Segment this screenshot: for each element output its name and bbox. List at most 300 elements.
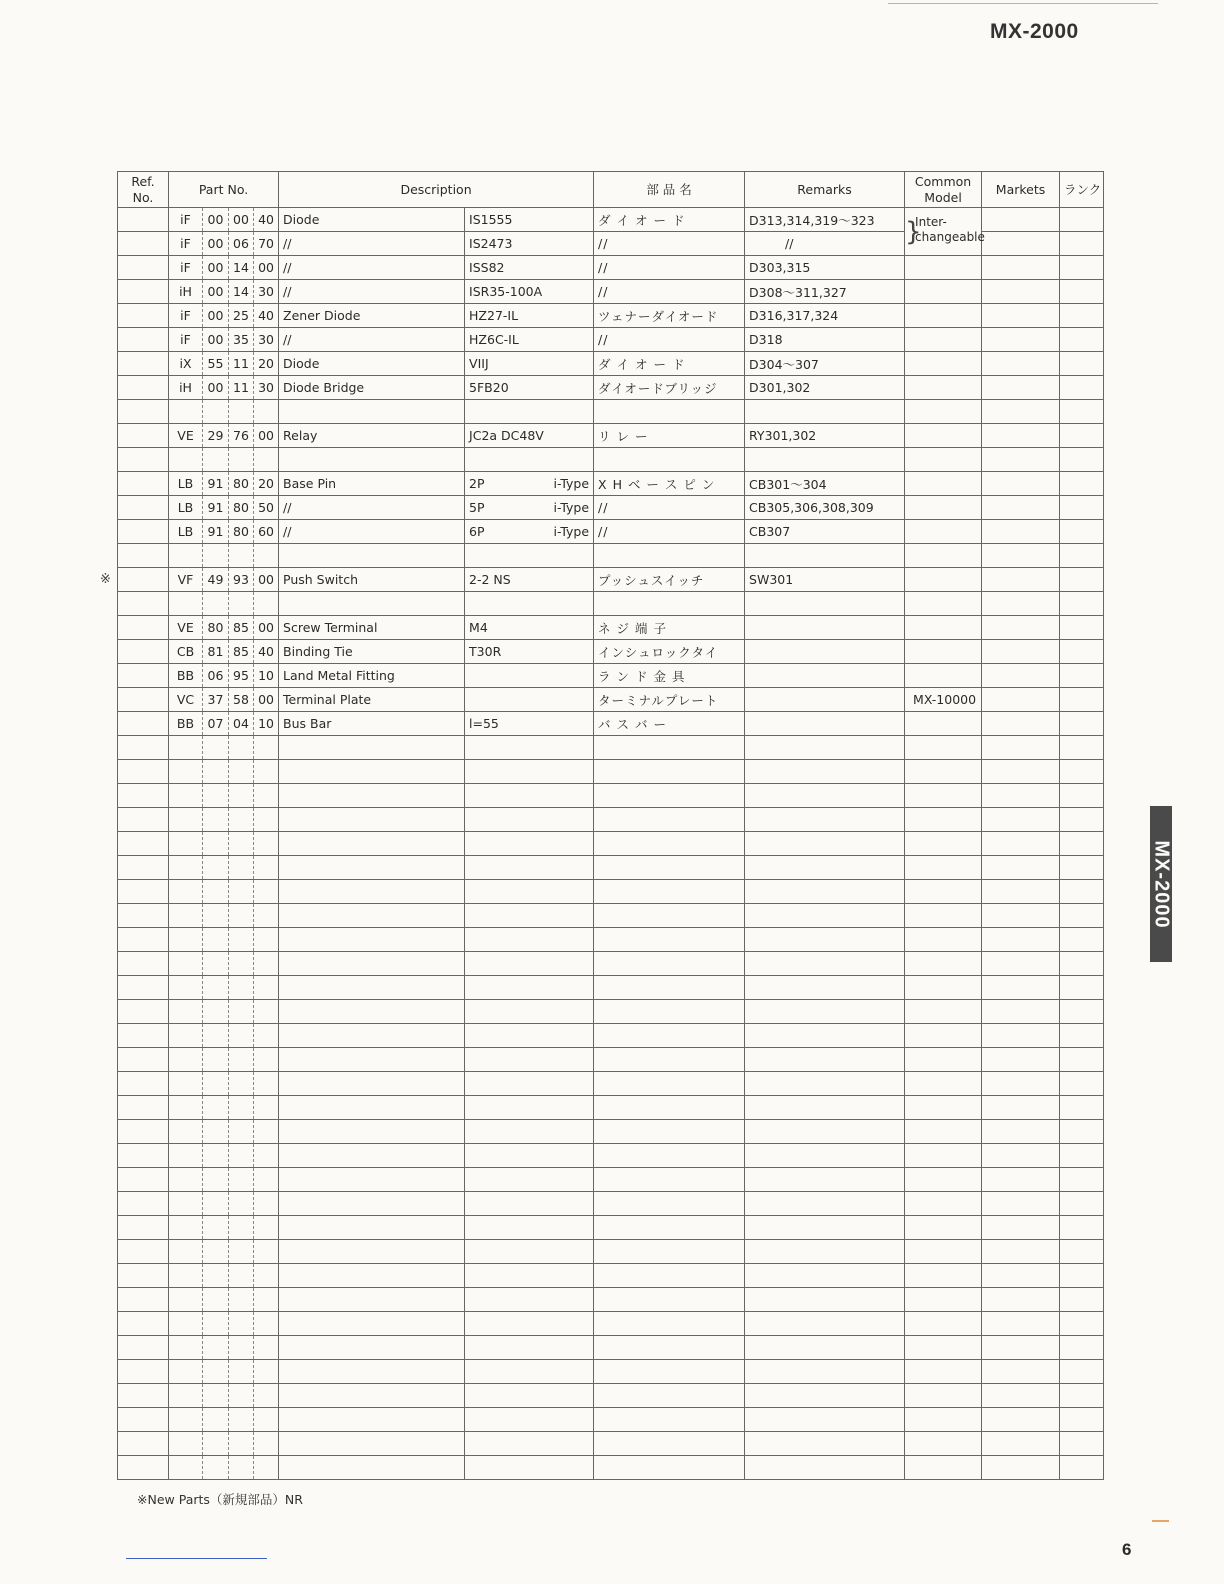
common-model-cell <box>905 1288 982 1312</box>
rank-cell <box>1060 352 1104 376</box>
part-no-prefix <box>169 1432 203 1456</box>
jp-name-text: ダ イ オ ー ド <box>598 356 686 372</box>
table-row <box>118 1408 1104 1432</box>
spec-cell <box>465 592 594 616</box>
markets-cell <box>982 1288 1060 1312</box>
part-no-segment-2 <box>229 976 254 1000</box>
part-no-segment-1 <box>203 856 229 880</box>
ref-no-cell <box>118 592 169 616</box>
jp-name-text: ラ ン ド 金 具 <box>598 668 686 684</box>
common-model-cell <box>905 760 982 784</box>
parts-table-body <box>118 208 1104 1480</box>
spec-cell <box>465 640 594 664</box>
table-row <box>118 1288 1104 1312</box>
part-no-segment-2 <box>229 1000 254 1024</box>
col-ref-no: Ref. No. <box>118 172 169 208</box>
rank-cell <box>1060 928 1104 952</box>
description-cell <box>279 1432 465 1456</box>
part-no-segment-1: 07 <box>203 712 229 736</box>
part-no-prefix <box>169 1144 203 1168</box>
part-no-prefix: iF <box>169 304 203 328</box>
ref-no-cell <box>118 928 169 952</box>
description-cell: Terminal Plate <box>279 688 465 712</box>
spec-cell <box>465 1120 594 1144</box>
part-no-prefix <box>169 448 203 472</box>
common-model-cell <box>905 928 982 952</box>
table-row <box>118 1384 1104 1408</box>
part-no-segment-2 <box>229 1264 254 1288</box>
ref-no-cell <box>118 760 169 784</box>
table-row <box>118 1168 1104 1192</box>
table-row <box>118 208 1104 232</box>
ref-no-cell <box>118 688 169 712</box>
part-no-prefix <box>169 880 203 904</box>
part-no-prefix <box>169 1168 203 1192</box>
part-no-segment-1: 00 <box>203 280 229 304</box>
part-no-segment-2 <box>229 1120 254 1144</box>
table-row <box>118 904 1104 928</box>
markets-cell <box>982 856 1060 880</box>
part-no-segment-3 <box>254 808 279 832</box>
part-no-segment-2 <box>229 928 254 952</box>
spec-cell <box>465 304 594 328</box>
common-model-cell <box>905 1168 982 1192</box>
jp-name-cell <box>594 496 745 520</box>
description-cell <box>279 832 465 856</box>
jp-name-cell <box>594 520 745 544</box>
jp-name-cell <box>594 376 745 400</box>
spec-cell <box>465 1168 594 1192</box>
table-row <box>118 376 1104 400</box>
markets-cell <box>982 232 1060 256</box>
table-row <box>118 568 1104 592</box>
type-text: i-Type <box>553 524 590 539</box>
markets-cell <box>982 1072 1060 1096</box>
part-no-segment-3 <box>254 1072 279 1096</box>
remarks-cell <box>745 832 905 856</box>
spec-cell <box>465 736 594 760</box>
table-header-row <box>118 172 1104 208</box>
remarks-cell <box>745 928 905 952</box>
jp-name-cell <box>594 856 745 880</box>
common-model-cell <box>905 424 982 448</box>
spec-text: HZ27-IL <box>469 308 519 323</box>
spec-text: 5FB20 <box>469 380 509 395</box>
part-no-segment-1 <box>203 760 229 784</box>
markets-cell <box>982 280 1060 304</box>
jp-name-cell <box>594 664 745 688</box>
rank-cell <box>1060 1216 1104 1240</box>
spec-cell <box>465 1432 594 1456</box>
part-no-prefix: LB <box>169 520 203 544</box>
jp-name-cell <box>594 1096 745 1120</box>
part-no-segment-2: 06 <box>229 232 254 256</box>
part-no-segment-2: 85 <box>229 640 254 664</box>
spec-cell <box>465 496 594 520</box>
part-no-segment-2: 80 <box>229 472 254 496</box>
spec-cell <box>465 1264 594 1288</box>
part-no-segment-1: 55 <box>203 352 229 376</box>
markets-cell <box>982 448 1060 472</box>
table-row <box>118 664 1104 688</box>
spec-cell <box>465 1456 594 1480</box>
part-no-prefix <box>169 808 203 832</box>
jp-name-text: // <box>598 500 609 515</box>
ref-no-cell <box>118 448 169 472</box>
part-no-segment-2: 80 <box>229 520 254 544</box>
jp-name-cell <box>594 952 745 976</box>
markets-cell <box>982 496 1060 520</box>
common-model-cell <box>905 832 982 856</box>
remarks-cell <box>745 976 905 1000</box>
common-model-cell <box>905 568 982 592</box>
ref-no-cell <box>118 1024 169 1048</box>
rank-cell <box>1060 712 1104 736</box>
jp-name-cell <box>594 1264 745 1288</box>
remarks-cell <box>745 736 905 760</box>
part-no-prefix: LB <box>169 496 203 520</box>
jp-name-cell <box>594 1432 745 1456</box>
table-row <box>118 328 1104 352</box>
spec-cell <box>465 232 594 256</box>
part-no-segment-3: 10 <box>254 664 279 688</box>
ref-no-cell <box>118 256 169 280</box>
spec-cell <box>465 256 594 280</box>
jp-name-cell <box>594 256 745 280</box>
part-no-segment-2 <box>229 1408 254 1432</box>
remarks-cell <box>745 1288 905 1312</box>
ref-no-cell <box>118 664 169 688</box>
jp-name-text: // <box>598 284 609 299</box>
remarks-cell: CB307 <box>745 520 905 544</box>
part-no-segment-1 <box>203 1312 229 1336</box>
table-row <box>118 856 1104 880</box>
rank-cell <box>1060 880 1104 904</box>
side-mark <box>1152 1520 1169 1522</box>
ref-no-cell <box>118 880 169 904</box>
description-cell: Zener Diode <box>279 304 465 328</box>
common-model-cell <box>905 1072 982 1096</box>
common-model-cell <box>905 664 982 688</box>
common-model-cell <box>905 904 982 928</box>
common-model-cell <box>905 1408 982 1432</box>
spec-text: ISR35-100A <box>469 284 543 299</box>
jp-name-cell <box>594 280 745 304</box>
table-row <box>118 448 1104 472</box>
table-row <box>118 1096 1104 1120</box>
part-no-prefix: iX <box>169 352 203 376</box>
common-model-cell <box>905 304 982 328</box>
part-no-prefix: iF <box>169 232 203 256</box>
part-no-segment-2 <box>229 1216 254 1240</box>
markets-cell <box>982 1264 1060 1288</box>
description-cell <box>279 736 465 760</box>
spec-cell <box>465 1288 594 1312</box>
remarks-cell <box>745 1384 905 1408</box>
markets-cell <box>982 328 1060 352</box>
markets-cell <box>982 1192 1060 1216</box>
part-no-segment-1 <box>203 1144 229 1168</box>
rank-cell <box>1060 952 1104 976</box>
spec-cell <box>465 1240 594 1264</box>
jp-name-text: ダイオードブリッジ <box>598 380 718 396</box>
jp-name-cell <box>594 400 745 424</box>
jp-name-text: ダ イ オ ー ド <box>598 212 686 228</box>
remarks-cell <box>745 1024 905 1048</box>
rank-cell <box>1060 592 1104 616</box>
description-cell <box>279 904 465 928</box>
remarks-cell <box>745 952 905 976</box>
part-no-segment-2: 14 <box>229 256 254 280</box>
part-no-segment-2 <box>229 784 254 808</box>
part-no-segment-1 <box>203 448 229 472</box>
common-model-cell <box>905 1120 982 1144</box>
part-no-segment-1: 37 <box>203 688 229 712</box>
part-no-prefix <box>169 1264 203 1288</box>
rank-cell <box>1060 1000 1104 1024</box>
part-no-prefix <box>169 1408 203 1432</box>
remarks-cell <box>745 640 905 664</box>
table-row <box>118 256 1104 280</box>
spec-cell <box>465 400 594 424</box>
part-no-segment-2 <box>229 1288 254 1312</box>
jp-name-cell <box>594 784 745 808</box>
remarks-cell <box>745 760 905 784</box>
rank-cell <box>1060 1168 1104 1192</box>
markets-cell <box>982 1360 1060 1384</box>
part-no-prefix: iF <box>169 256 203 280</box>
ref-no-cell <box>118 304 169 328</box>
remarks-cell: D301,302 <box>745 376 905 400</box>
jp-name-cell <box>594 1216 745 1240</box>
part-no-segment-2: 76 <box>229 424 254 448</box>
ref-no-cell <box>118 1000 169 1024</box>
description-cell <box>279 1048 465 1072</box>
part-no-segment-2: 85 <box>229 616 254 640</box>
jp-name-cell <box>594 1168 745 1192</box>
description-cell: Screw Terminal <box>279 616 465 640</box>
part-no-segment-2 <box>229 904 254 928</box>
spec-cell <box>465 352 594 376</box>
spec-text: T30R <box>469 644 502 659</box>
part-no-prefix: iH <box>169 280 203 304</box>
part-no-segment-1 <box>203 1216 229 1240</box>
description-cell: Diode <box>279 208 465 232</box>
description-cell <box>279 1072 465 1096</box>
part-no-prefix <box>169 904 203 928</box>
rank-cell <box>1060 208 1104 232</box>
rank-cell <box>1060 448 1104 472</box>
markets-cell <box>982 520 1060 544</box>
col-part-no: Part No. <box>169 172 279 208</box>
rank-cell <box>1060 1240 1104 1264</box>
common-model-cell <box>905 1192 982 1216</box>
markets-cell <box>982 1024 1060 1048</box>
ref-no-cell <box>118 208 169 232</box>
common-model-cell <box>905 376 982 400</box>
part-no-segment-1 <box>203 1288 229 1312</box>
remarks-cell <box>745 544 905 568</box>
markets-cell <box>982 1048 1060 1072</box>
part-no-segment-1: 00 <box>203 208 229 232</box>
description-cell <box>279 1408 465 1432</box>
markets-cell <box>982 1144 1060 1168</box>
part-no-segment-3 <box>254 760 279 784</box>
part-no-segment-3 <box>254 1432 279 1456</box>
rank-cell <box>1060 1048 1104 1072</box>
part-no-segment-3: 30 <box>254 280 279 304</box>
jp-name-cell <box>594 592 745 616</box>
jp-name-cell <box>594 1360 745 1384</box>
part-no-prefix <box>169 1384 203 1408</box>
ref-no-cell <box>118 568 169 592</box>
table-row <box>118 1456 1104 1480</box>
part-no-segment-3: 30 <box>254 376 279 400</box>
common-model-cell <box>905 1312 982 1336</box>
part-no-prefix: CB <box>169 640 203 664</box>
ref-no-cell <box>118 1144 169 1168</box>
part-no-prefix <box>169 1000 203 1024</box>
part-no-segment-2 <box>229 736 254 760</box>
part-no-prefix <box>169 1072 203 1096</box>
part-no-segment-1 <box>203 1360 229 1384</box>
common-model-cell <box>905 352 982 376</box>
part-no-segment-2 <box>229 1072 254 1096</box>
markets-cell <box>982 952 1060 976</box>
rank-cell <box>1060 856 1104 880</box>
rank-cell <box>1060 280 1104 304</box>
col-description: Description <box>279 172 594 208</box>
jp-name-text: ターミナルプレート <box>598 692 719 708</box>
jp-name-text: // <box>598 260 609 275</box>
jp-name-text: X H ベ ー ス ピ ン <box>598 476 716 492</box>
description-cell <box>279 1168 465 1192</box>
table-row <box>118 544 1104 568</box>
ref-no-cell <box>118 640 169 664</box>
spec-cell <box>465 688 594 712</box>
part-no-segment-3 <box>254 928 279 952</box>
part-no-segment-1 <box>203 1024 229 1048</box>
table-row <box>118 712 1104 736</box>
part-no-segment-3: 20 <box>254 352 279 376</box>
ref-no-cell <box>118 1384 169 1408</box>
part-no-segment-3: 60 <box>254 520 279 544</box>
part-no-segment-3 <box>254 1120 279 1144</box>
table-row <box>118 1144 1104 1168</box>
remarks-cell <box>745 592 905 616</box>
jp-name-cell <box>594 880 745 904</box>
table-row <box>118 928 1104 952</box>
spec-text: VIIJ <box>469 356 489 371</box>
part-no-segment-1: 00 <box>203 328 229 352</box>
ref-no-cell <box>118 784 169 808</box>
table-row <box>118 880 1104 904</box>
part-no-prefix <box>169 1360 203 1384</box>
rank-cell <box>1060 376 1104 400</box>
remarks-cell <box>745 784 905 808</box>
part-no-segment-3: 00 <box>254 688 279 712</box>
markets-cell <box>982 976 1060 1000</box>
common-model-cell <box>905 592 982 616</box>
markets-cell <box>982 1384 1060 1408</box>
common-model-cell <box>905 448 982 472</box>
part-no-segment-3: 70 <box>254 232 279 256</box>
remarks-cell <box>745 1000 905 1024</box>
common-model-cell <box>905 1360 982 1384</box>
col-markets: Markets <box>982 172 1060 208</box>
spec-cell <box>465 1408 594 1432</box>
part-no-prefix: iH <box>169 376 203 400</box>
ref-no-cell <box>118 280 169 304</box>
ref-no-cell <box>118 1192 169 1216</box>
markets-cell <box>982 688 1060 712</box>
table-row <box>118 1216 1104 1240</box>
remarks-cell: RY301,302 <box>745 424 905 448</box>
part-no-segment-2 <box>229 1456 254 1480</box>
common-model-cell <box>905 1144 982 1168</box>
ref-no-cell <box>118 496 169 520</box>
description-cell <box>279 1000 465 1024</box>
part-no-prefix <box>169 928 203 952</box>
remarks-cell <box>745 616 905 640</box>
jp-name-cell <box>594 568 745 592</box>
description-cell <box>279 784 465 808</box>
remarks-cell <box>745 448 905 472</box>
rank-cell <box>1060 496 1104 520</box>
jp-name-cell <box>594 208 745 232</box>
rank-cell <box>1060 1384 1104 1408</box>
type-text: i-Type <box>553 476 590 491</box>
part-no-segment-3: 00 <box>254 568 279 592</box>
rank-cell <box>1060 232 1104 256</box>
spec-text: IS1555 <box>469 212 513 227</box>
markets-cell <box>982 640 1060 664</box>
part-no-segment-2 <box>229 1360 254 1384</box>
ref-no-cell <box>118 520 169 544</box>
markets-cell <box>982 832 1060 856</box>
rank-cell <box>1060 1408 1104 1432</box>
rank-cell <box>1060 640 1104 664</box>
markets-cell <box>982 1000 1060 1024</box>
part-no-segment-2: 58 <box>229 688 254 712</box>
part-no-segment-1 <box>203 808 229 832</box>
ref-no-cell <box>118 904 169 928</box>
part-no-segment-1 <box>203 1048 229 1072</box>
remarks-cell <box>745 808 905 832</box>
jp-name-cell <box>594 1024 745 1048</box>
common-model-cell <box>905 880 982 904</box>
part-no-segment-3 <box>254 1288 279 1312</box>
ref-no-cell <box>118 1120 169 1144</box>
part-no-prefix <box>169 952 203 976</box>
description-cell: Bus Bar <box>279 712 465 736</box>
part-no-segment-2: 93 <box>229 568 254 592</box>
rank-cell <box>1060 328 1104 352</box>
ref-no-cell <box>118 856 169 880</box>
description-cell <box>279 1216 465 1240</box>
table-row <box>118 496 1104 520</box>
jp-name-cell <box>594 976 745 1000</box>
part-no-segment-2: 11 <box>229 352 254 376</box>
common-model-cell <box>905 808 982 832</box>
part-no-segment-1: 81 <box>203 640 229 664</box>
rank-cell <box>1060 760 1104 784</box>
jp-name-text: バ ス バ ー <box>598 716 667 732</box>
part-no-segment-3 <box>254 976 279 1000</box>
rank-cell <box>1060 808 1104 832</box>
table-row <box>118 472 1104 496</box>
part-no-prefix: BB <box>169 664 203 688</box>
